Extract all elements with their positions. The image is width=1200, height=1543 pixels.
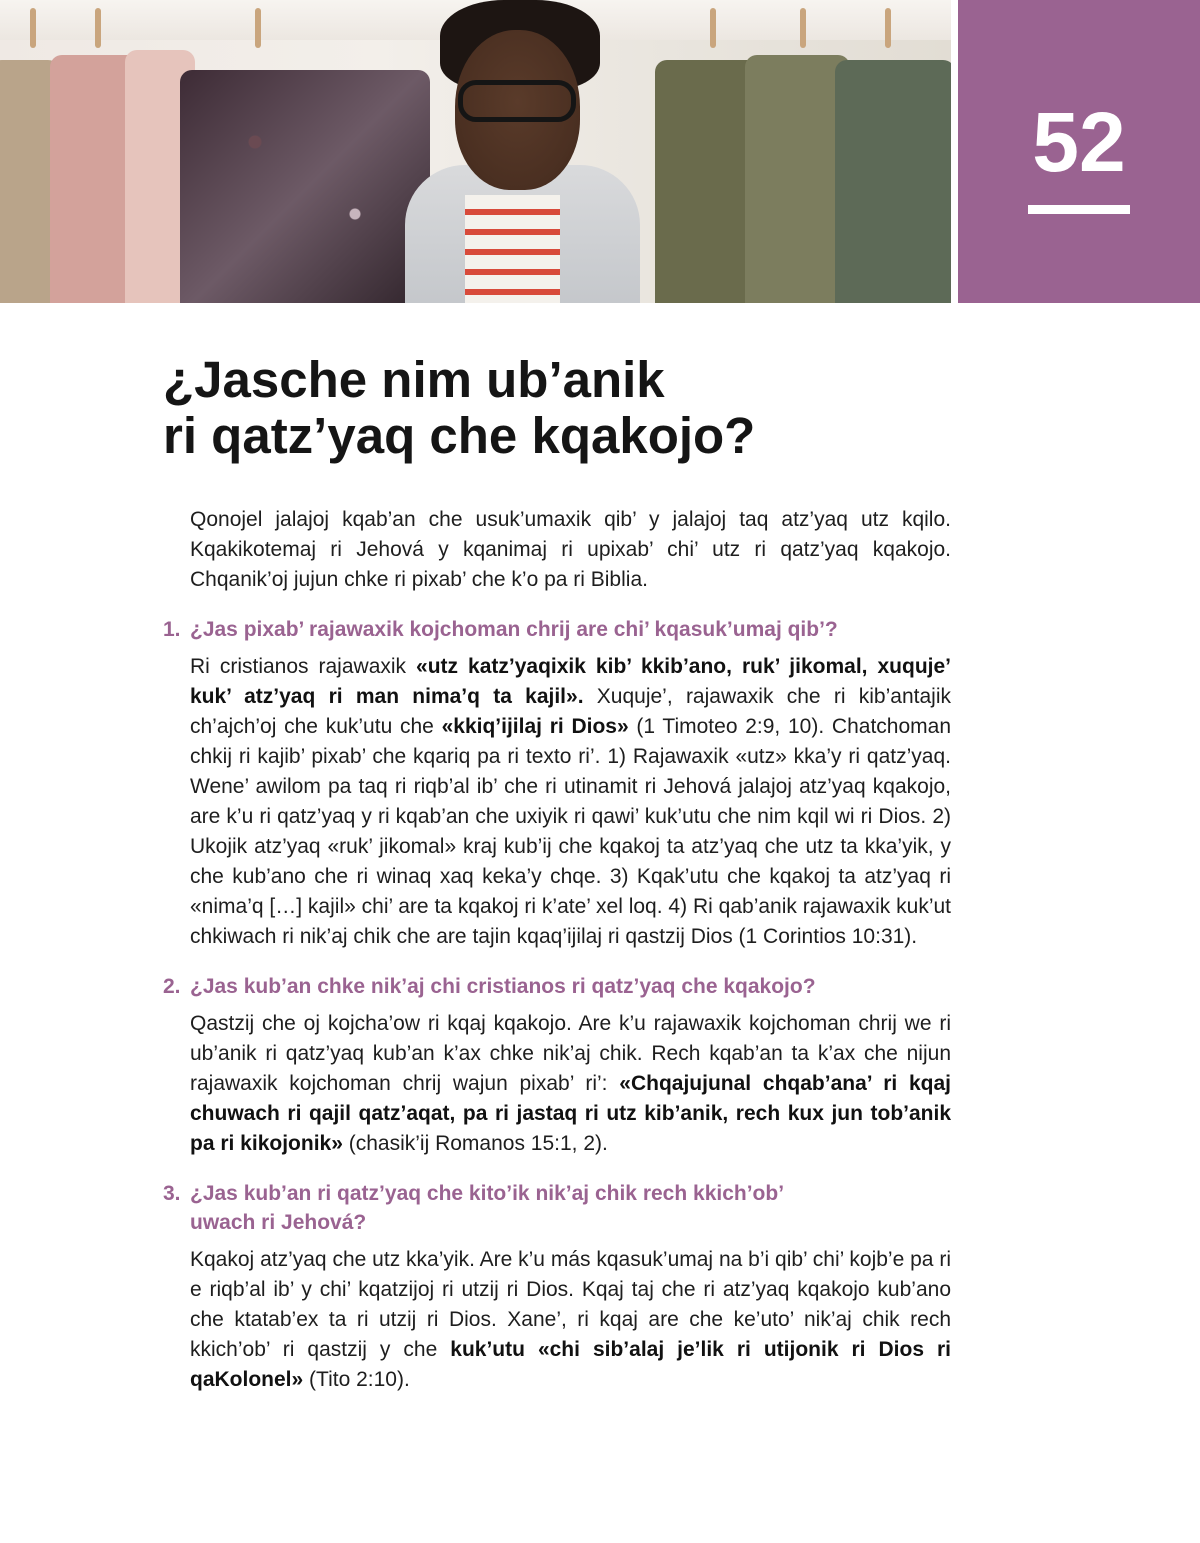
floral-blouse bbox=[180, 70, 430, 303]
page-title bbox=[163, 352, 943, 464]
hanger-icon bbox=[30, 8, 36, 48]
question-text: ¿Jas pixab’ rajawaxik kojchoman chrij are chi’ kqasuk’umaj qib’? bbox=[190, 618, 838, 641]
striped-shirt bbox=[465, 195, 560, 303]
question-number: 3. bbox=[163, 1182, 181, 1205]
title-line-2: ri qatz’yaq che kqakojo? bbox=[163, 407, 756, 464]
question-heading bbox=[163, 1179, 951, 1237]
question-heading bbox=[163, 972, 951, 1001]
lesson-badge bbox=[958, 0, 1200, 303]
hero-photo bbox=[0, 0, 951, 303]
hanger-icon bbox=[95, 8, 101, 48]
question-number: 2. bbox=[163, 975, 181, 998]
text-run: Qastzij che oj kojcha’ow ri kqaj kqakojo. Are k’u rajawaxik kojchoman chrij we ri ub’anik ri qatz’yaq kub’an k’ax chke nik’aj chik. Rech kqab’an ta k’ax che nijun rajawaxik kojchoman chrij wajun pixab’ ri’: bbox=[190, 1012, 951, 1095]
title-line-1: ¿Jasche nim ub’anik bbox=[163, 351, 665, 408]
question-number: 1. bbox=[163, 618, 181, 641]
question-heading bbox=[163, 615, 951, 644]
intro-paragraph: Qonojel jalajoj kqab’an che usuk’umaxik qib’ y jalajoj taq atz’yaq utz kqilo. Kqakikotemaj ri Jehová y kqanimaj ri upixab’ chi’ utz ri qatz’yaq kqakojo. Chqanik’oj jujun chke ri pixab’ che k’o pa ri Biblia. bbox=[190, 508, 951, 591]
text-run: (Tito 2:10). bbox=[303, 1368, 410, 1391]
text-run: (1 Timoteo 2:9, 10). Chatchoman chkij ri kajib’ pixab’ che kqariq pa ri texto ri’. 1) Rajawaxik «utz» kka’y ri qatz’yaq. Wene’ awilom pa taq ri riqb’al ib’ che ri utinamit ri Jehová jalajoj atz’yaq kqakojo, are k’u ri qatz’yaq y ri kqab’an che uxiyik ri qawi’ kuk’utu che nim kqil wi ri Dios. 2) Ukojik atz’yaq «ruk’ jikomal» kraj kub’ij che kqakoj ta atz’yaq che utz ta kka’yik, y che kub’ano che ri winaq xaq keka’y chqe. 3) Kqak’utu che kqakoj ta atz’yaq ri «nima’q […] kajil» chi’ are ta kqakoj ri k’ate’ xel loq. 4) Ri qab’anik rajawaxik kuk’ut chkiwach ri nik’aj chik che are tajin kqaq’ijilaj ri qastzij Dios (1 Corintios 10:31). bbox=[190, 715, 951, 948]
bold-text-run: «kkiq’ijilaj ri Dios» bbox=[441, 715, 629, 738]
text-run: Xuquje’, rajawaxik che ri kib’antajik ch’ajch’oj che kuk’utu che bbox=[190, 685, 951, 738]
bold-text-run: «utz katz’yaqixik kib’ kkib’ano, ruk’ jikomal, xuquje’ kuk’ atz’yaq ri man nima’q ta kajil». bbox=[190, 655, 952, 708]
lesson-number-underline bbox=[1028, 205, 1130, 214]
section-3 bbox=[163, 1179, 951, 1395]
text-run: (chasik’ij Romanos 15:1, 2). bbox=[342, 1132, 608, 1155]
lesson-content bbox=[163, 505, 951, 1415]
section-2 bbox=[163, 972, 951, 1159]
hanger-icon bbox=[710, 8, 716, 48]
glasses-icon bbox=[458, 80, 576, 122]
text-run: Ri cristianos rajawaxik bbox=[190, 655, 417, 678]
bold-text-run: «Chqajujunal chqab’ana’ ri kqaj chuwach ri qajil qatz’aqat, pa ri jastaq ri utz kib’anik, rech kux jun tob’anik pa ri kikojonik» bbox=[190, 1072, 951, 1155]
section-paragraph bbox=[190, 1009, 951, 1159]
section-1 bbox=[163, 615, 951, 952]
hanger-icon bbox=[885, 8, 891, 48]
hanger-icon bbox=[255, 8, 261, 48]
hanger-icon bbox=[800, 8, 806, 48]
section-paragraph bbox=[190, 1245, 951, 1395]
lesson-number: 52 bbox=[1032, 95, 1126, 189]
question-text: ¿Jas kub’an chke nik’aj chi cristianos ri qatz’yaq che kqakojo? bbox=[190, 975, 816, 998]
question-text: ¿Jas kub’an ri qatz’yaq che kito’ik nik’aj chik rech kkich’ob’ uwach ri Jehová? bbox=[190, 1182, 783, 1234]
garment bbox=[835, 60, 951, 303]
bold-text-run: kuk’utu «chi sib’alaj je’lik ri utijonik ri Dios ri qaKolonel» bbox=[190, 1338, 952, 1391]
text-run: Kqakoj atz’yaq che utz kka’yik. Are k’u más kqasuk’umaj na b’i qib’ chi’ kojb’e pa ri e riqb’al ib’ y chi’ kqatzijoj ri utzij ri Dios. Kqaj taj che ri atz’yaq kqakojo kub’ano che ktatab’ex ta ri utzij ri Dios. Xane’, ri kqaj are che ke’uto’ nik’aj chik rech kkich’ob’ ri qastzij y che bbox=[190, 1248, 951, 1361]
section-paragraph bbox=[190, 652, 951, 952]
